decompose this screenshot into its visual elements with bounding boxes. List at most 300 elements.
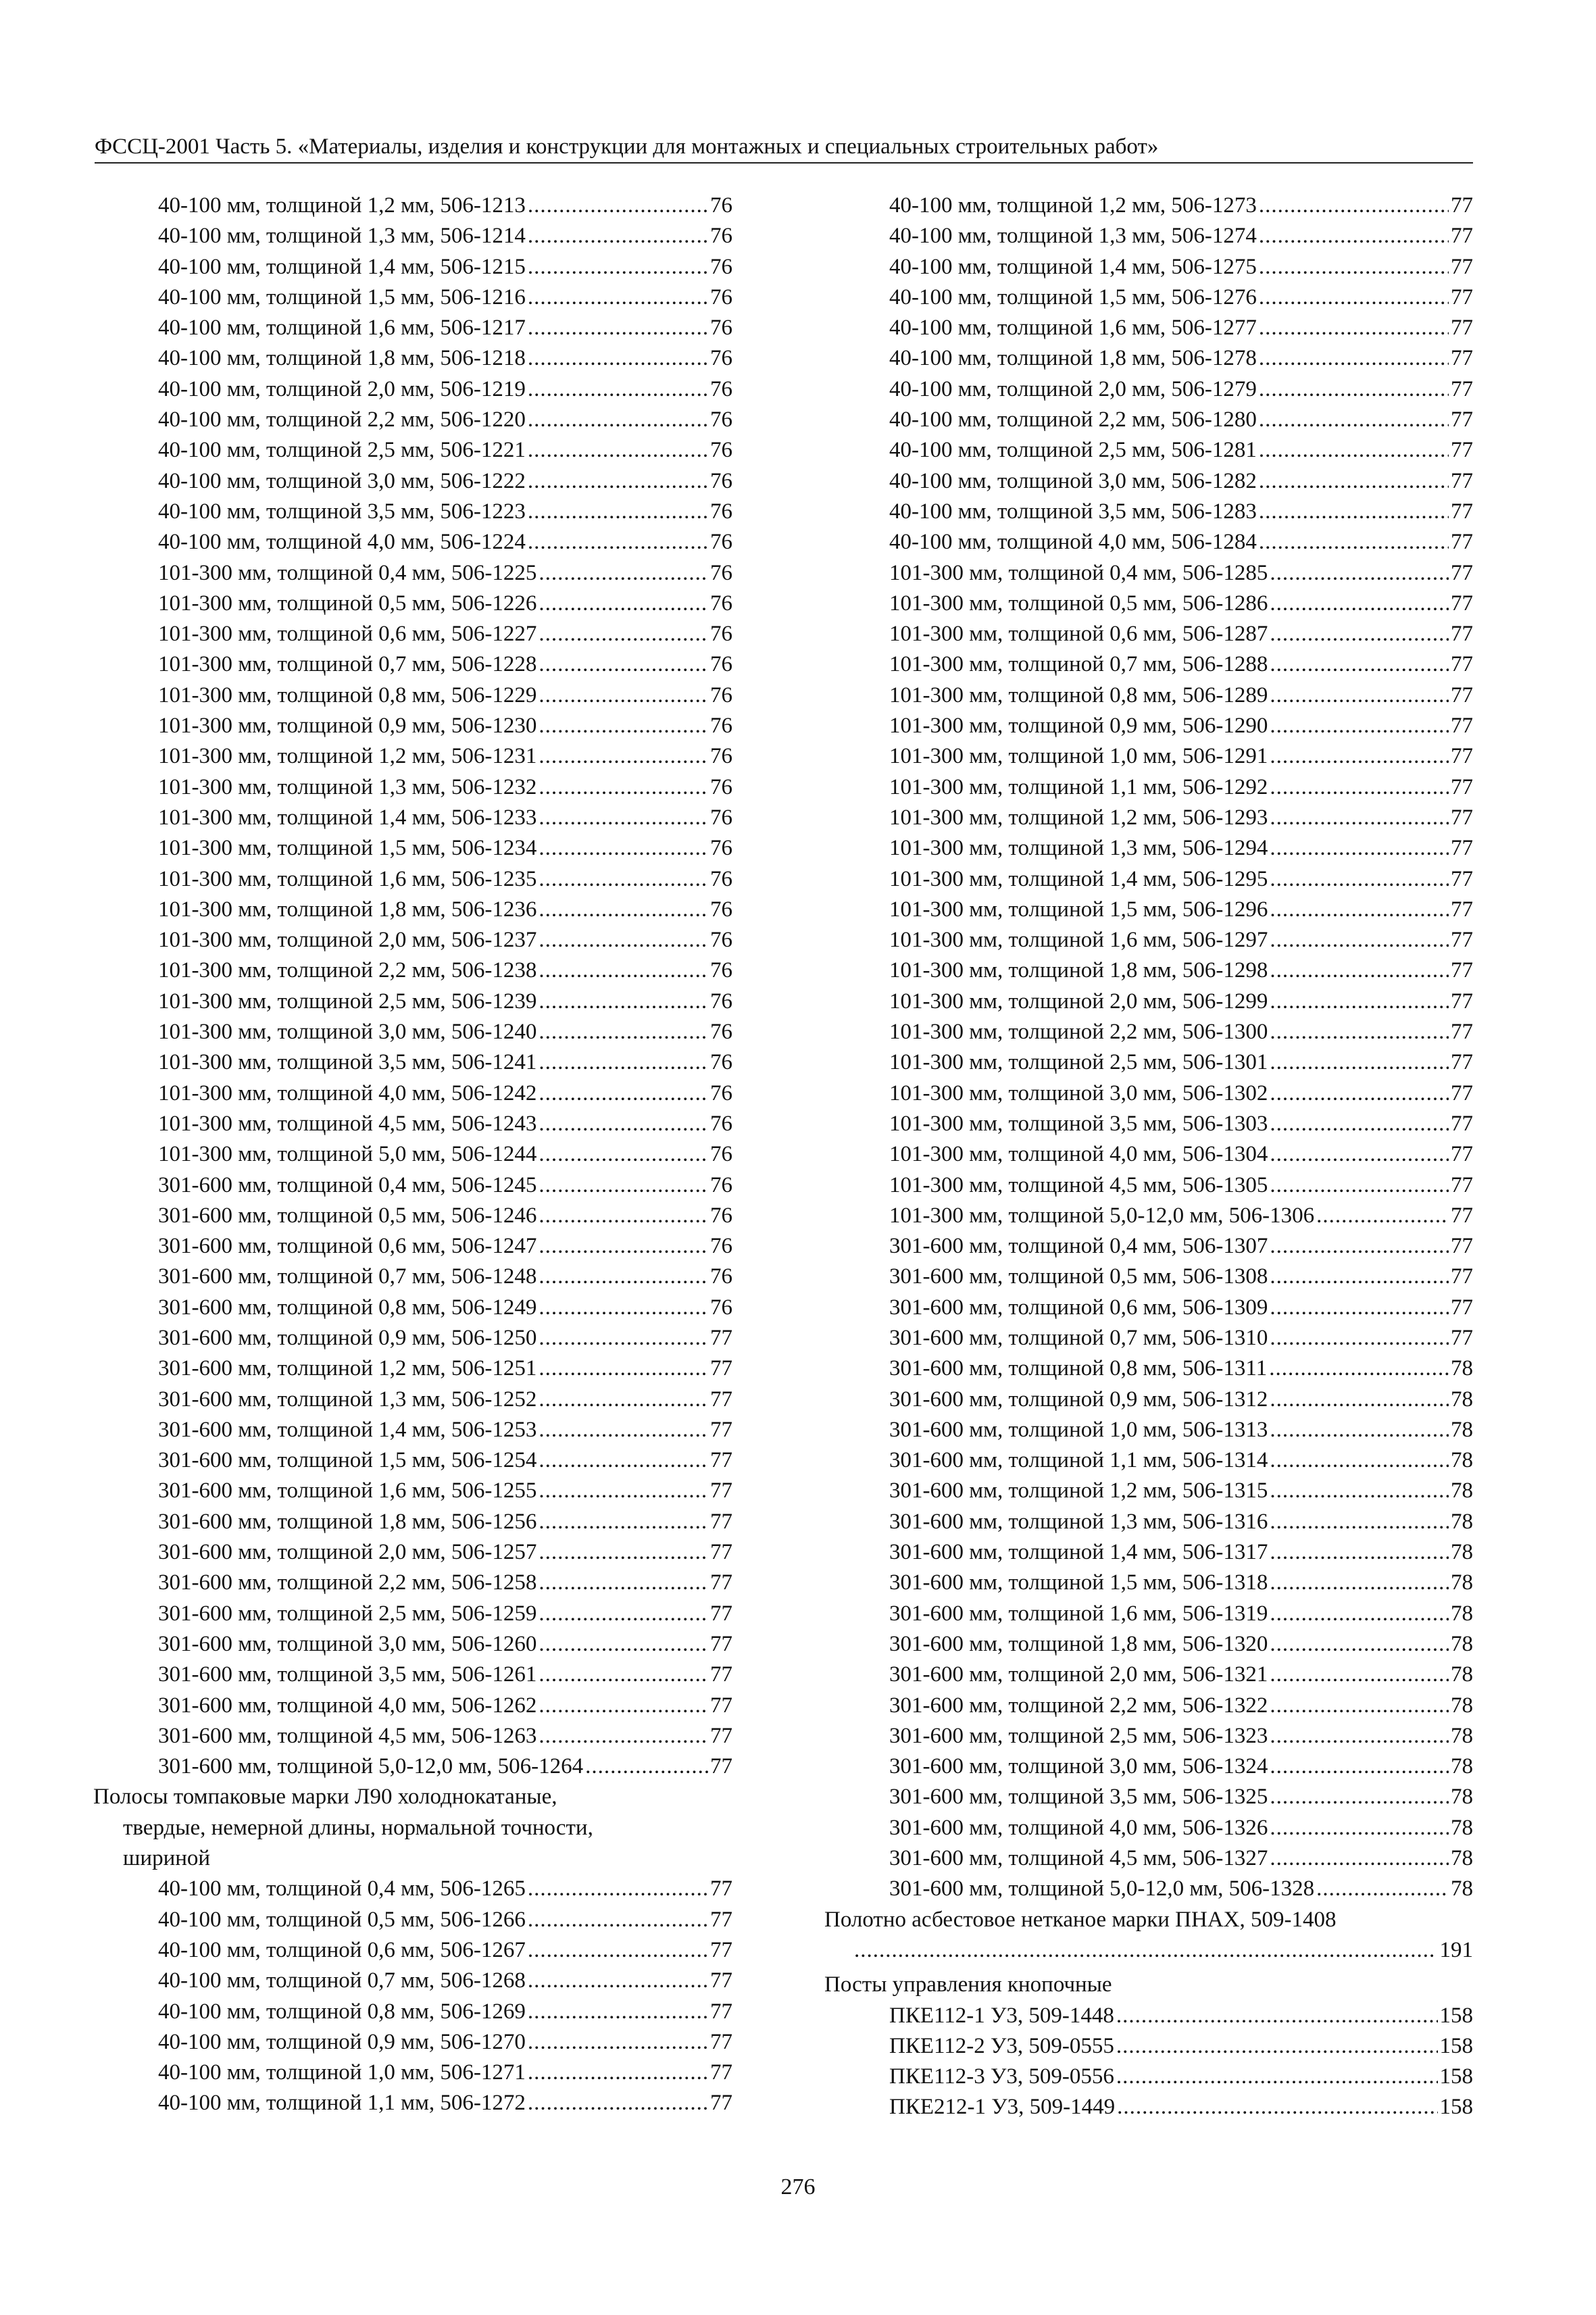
- index-entry: [93, 589, 732, 619]
- index-entry: [824, 711, 1473, 741]
- dot-leader: [1259, 374, 1449, 405]
- index-entry: [93, 649, 732, 680]
- entry-page-number: 78: [1451, 1815, 1473, 1840]
- entry-text: 301-600 мм, толщиной 0,7 мм, 506-1310: [889, 1325, 1268, 1350]
- dot-leader: [1270, 680, 1449, 711]
- entry-text: 40-100 мм, толщиной 0,7 мм, 506-1268: [158, 1968, 526, 1993]
- entry-text: 40-100 мм, толщиной 1,6 мм, 506-1277: [889, 316, 1257, 341]
- dot-leader: [539, 1599, 708, 1629]
- index-entry: [824, 2062, 1473, 2092]
- entry-page-number: 158: [1439, 2033, 1473, 2058]
- entry-page-number: 77: [1451, 1203, 1473, 1228]
- entry-text: 101-300 мм, толщиной 1,5 мм, 506-1234: [158, 836, 537, 861]
- entry-text: 301-600 мм, толщиной 1,0 мм, 506-1313: [889, 1417, 1268, 1442]
- index-entry: [824, 2001, 1473, 2031]
- dot-leader: [528, 191, 708, 221]
- dot-leader: [1270, 772, 1449, 803]
- entry-text: 301-600 мм, толщиной 1,4 мм, 506-1253: [158, 1417, 537, 1442]
- entry-text: 101-300 мм, толщиной 1,6 мм, 506-1235: [158, 866, 537, 891]
- entry-text: 101-300 мм, толщиной 0,7 мм, 506-1228: [158, 652, 537, 677]
- dot-leader: [539, 619, 708, 649]
- entry-page-number: 76: [710, 591, 732, 616]
- entry-page-number: 78: [1451, 1754, 1473, 1779]
- entry-text: 301-600 мм, толщиной 0,6 мм, 506-1309: [889, 1295, 1268, 1320]
- dot-leader: [1270, 711, 1449, 741]
- index-entry: [824, 1109, 1473, 1139]
- dot-leader: [1269, 1353, 1449, 1384]
- entry-text: 301-600 мм, толщиной 1,8 мм, 506-1256: [158, 1509, 537, 1534]
- index-entry: [824, 1813, 1473, 1843]
- entry-text: 301-600 мм, толщиной 3,5 мм, 506-1261: [158, 1662, 537, 1687]
- dot-leader: [1270, 1109, 1449, 1139]
- entry-text: 301-600 мм, толщиной 2,5 мм, 506-1323: [889, 1723, 1268, 1748]
- index-entry: [824, 558, 1473, 589]
- entry-page-number: 76: [710, 1050, 732, 1075]
- dot-leader: [1270, 1385, 1449, 1415]
- index-entry: [824, 1078, 1473, 1109]
- entry-text: ПКЕ212-1 У3, 509-1449: [889, 2095, 1116, 2120]
- entry-text: 101-300 мм, толщиной 4,5 мм, 506-1305: [889, 1172, 1268, 1197]
- index-entry: [824, 1507, 1473, 1537]
- entry-text: 40-100 мм, толщиной 1,3 мм, 506-1274: [889, 224, 1257, 249]
- entry-text: 101-300 мм, толщиной 1,1 мм, 506-1292: [889, 774, 1268, 799]
- entry-page-number: 76: [710, 805, 732, 830]
- entry-page-number: 76: [710, 438, 732, 463]
- entry-page-number: 77: [1451, 346, 1473, 371]
- right-column: [824, 191, 1473, 2123]
- dot-leader: [528, 2058, 708, 2088]
- index-entry: [824, 1782, 1473, 1812]
- entry-text: 40-100 мм, толщиной 3,0 мм, 506-1222: [158, 468, 526, 493]
- entry-page-number: 76: [710, 407, 732, 432]
- dot-leader: [528, 435, 708, 466]
- dot-leader: [1270, 1262, 1449, 1292]
- index-entry: [93, 405, 732, 435]
- entry-text: 301-600 мм, толщиной 4,5 мм, 506-1263: [158, 1723, 537, 1748]
- dot-leader: [1270, 925, 1449, 955]
- index-entry: [93, 772, 732, 803]
- dot-leader: [1270, 1660, 1449, 1690]
- polotno-page-ref: [824, 1935, 1473, 1966]
- entry-text: 40-100 мм, толщиной 4,0 мм, 506-1224: [158, 530, 526, 555]
- dot-leader: [1270, 1691, 1449, 1721]
- entry-text: 40-100 мм, толщиной 1,4 мм, 506-1275: [889, 254, 1257, 279]
- entry-page-number: 76: [710, 682, 732, 707]
- entry-page-number: 78: [1451, 1509, 1473, 1534]
- dot-leader: [539, 1170, 708, 1201]
- entry-text: 301-600 мм, толщиной 1,6 мм, 506-1255: [158, 1478, 537, 1503]
- entry-text: 40-100 мм, толщиной 0,8 мм, 506-1269: [158, 1999, 526, 2024]
- entry-text: 40-100 мм, толщиной 0,6 мм, 506-1267: [158, 1937, 526, 1962]
- index-entry: [93, 1935, 732, 1966]
- entry-text: 301-600 мм, толщиной 1,1 мм, 506-1314: [889, 1448, 1268, 1473]
- index-entry: [824, 1323, 1473, 1353]
- index-entry: [824, 1201, 1473, 1231]
- entry-page-number: 76: [710, 989, 732, 1014]
- entry-text: 301-600 мм, толщиной 2,2 мм, 506-1258: [158, 1570, 537, 1595]
- entry-page-number: 77: [710, 1325, 732, 1350]
- dot-leader: [539, 1476, 708, 1506]
- entry-text: 101-300 мм, толщиной 1,8 мм, 506-1236: [158, 897, 537, 922]
- entry-page-number: 77: [1451, 1172, 1473, 1197]
- index-entry: [824, 772, 1473, 803]
- dot-leader: [539, 1017, 708, 1047]
- dot-leader: [528, 2088, 708, 2118]
- index-entry: [93, 925, 732, 955]
- entry-text: 301-600 мм, толщиной 3,0 мм, 506-1260: [158, 1631, 537, 1656]
- section-heading-polotno-asbestovoe: Полотно асбестовое нетканое марки ПНАХ, 509-1408: [824, 1907, 1337, 1932]
- dot-leader: [1270, 833, 1449, 864]
- entry-page-number: 77: [1451, 836, 1473, 861]
- entry-page-number: 76: [710, 866, 732, 891]
- index-entry: [824, 1691, 1473, 1721]
- entry-text: 101-300 мм, толщиной 1,5 мм, 506-1296: [889, 897, 1268, 922]
- dot-leader: [528, 405, 708, 435]
- index-entry: [93, 1507, 732, 1537]
- index-entry: [93, 2058, 732, 2088]
- dot-leader: [539, 1568, 708, 1598]
- dot-leader: [539, 1262, 708, 1292]
- entry-text: 301-600 мм, толщиной 0,7 мм, 506-1248: [158, 1264, 537, 1289]
- index-entry: [93, 191, 732, 221]
- entry-text: 301-600 мм, толщиной 2,2 мм, 506-1322: [889, 1693, 1268, 1718]
- index-entry: [93, 497, 732, 527]
- index-entry: [93, 1751, 732, 1782]
- index-entry: [93, 282, 732, 313]
- entry-page-number: 77: [1451, 254, 1473, 279]
- entry-text: 101-300 мм, толщиной 0,5 мм, 506-1226: [158, 591, 537, 616]
- index-entry: [824, 649, 1473, 680]
- index-entry: [824, 374, 1473, 405]
- dot-leader: [1259, 343, 1449, 374]
- dot-leader: [539, 1323, 708, 1353]
- entry-page-number: 77: [710, 1662, 732, 1687]
- entry-page-number: 76: [710, 1142, 732, 1167]
- entry-page-number: 76: [710, 836, 732, 861]
- entry-page-number: 76: [710, 1020, 732, 1045]
- entry-page-number: 77: [710, 1876, 732, 1901]
- index-entry: [93, 2088, 732, 2118]
- entry-page-number: 76: [710, 744, 732, 769]
- index-entry: [824, 1231, 1473, 1262]
- index-entry: [93, 1721, 732, 1751]
- entry-text: 40-100 мм, толщиной 2,5 мм, 506-1281: [889, 438, 1257, 463]
- index-entry: [824, 527, 1473, 557]
- entry-page-number: 76: [710, 958, 732, 983]
- entry-text: 101-300 мм, толщиной 2,5 мм, 506-1301: [889, 1050, 1268, 1075]
- entry-text: 40-100 мм, толщиной 1,5 мм, 506-1216: [158, 284, 526, 309]
- dot-leader: [1270, 1323, 1449, 1353]
- index-entry: [824, 619, 1473, 649]
- index-entry: [824, 1139, 1473, 1170]
- index-entry: [93, 1966, 732, 1996]
- entry-text: 301-600 мм, толщиной 1,4 мм, 506-1317: [889, 1540, 1268, 1565]
- dot-leader: [539, 1047, 708, 1078]
- index-entry: [824, 435, 1473, 466]
- entry-page-number: 76: [710, 316, 732, 341]
- entry-page-number: 77: [1451, 591, 1473, 616]
- entry-page-number: 77: [710, 2060, 732, 2085]
- dot-leader: [1270, 1629, 1449, 1660]
- entry-text: 101-300 мм, толщиной 5,0 мм, 506-1244: [158, 1142, 537, 1167]
- dot-leader: [1116, 2001, 1438, 2031]
- entry-page-number: 77: [1451, 1111, 1473, 1136]
- entry-page-number: 77: [1451, 407, 1473, 432]
- index-entry: [93, 1170, 732, 1201]
- entry-page-number: 77: [710, 1570, 732, 1595]
- index-entry: [93, 1323, 732, 1353]
- index-entry: [824, 1476, 1473, 1506]
- entry-text: 301-600 мм, толщиной 3,5 мм, 506-1325: [889, 1785, 1268, 1810]
- entry-page-number: 77: [1451, 468, 1473, 493]
- entry-page-number: 76: [710, 284, 732, 309]
- index-entry: [824, 589, 1473, 619]
- entry-text: 40-100 мм, толщиной 2,5 мм, 506-1221: [158, 438, 526, 463]
- index-entry: [824, 2031, 1473, 2062]
- dot-leader: [539, 895, 708, 925]
- entry-page-number: 77: [1451, 1234, 1473, 1259]
- entry-text: 40-100 мм, толщиной 1,0 мм, 506-1271: [158, 2060, 526, 2085]
- index-entry: [93, 1109, 732, 1139]
- dot-leader: [1270, 955, 1449, 986]
- entry-text: 40-100 мм, толщиной 2,0 мм, 506-1219: [158, 376, 526, 401]
- dot-leader: [528, 343, 708, 374]
- dot-leader: [539, 1293, 708, 1323]
- entry-page-number: 76: [710, 193, 732, 218]
- entry-text: 301-600 мм, толщиной 0,5 мм, 506-1246: [158, 1203, 537, 1228]
- index-entry: [93, 1476, 732, 1506]
- dot-leader: [528, 2027, 708, 2058]
- index-entry: [824, 1599, 1473, 1629]
- dot-leader: [1259, 435, 1449, 466]
- dot-leader: [1270, 741, 1449, 772]
- index-entry: [93, 711, 732, 741]
- index-entry: [824, 1751, 1473, 1782]
- entry-page-number: 77: [1451, 316, 1473, 341]
- dot-leader: [528, 527, 708, 557]
- dot-leader: [1270, 1170, 1449, 1201]
- index-entry: [93, 864, 732, 895]
- dot-leader: [1316, 1874, 1449, 1904]
- dot-leader: [539, 1507, 708, 1537]
- index-entry: [93, 1997, 732, 2027]
- dot-leader: [539, 803, 708, 833]
- dot-leader: [1270, 1415, 1449, 1445]
- entry-page-number: 78: [1451, 1723, 1473, 1748]
- entry-page-number: 77: [710, 1509, 732, 1534]
- entry-text: 301-600 мм, толщиной 2,0 мм, 506-1321: [889, 1662, 1268, 1687]
- entry-page-number: 77: [710, 1417, 732, 1442]
- entry-text: 101-300 мм, толщиной 1,4 мм, 506-1295: [889, 866, 1268, 891]
- dot-leader: [1270, 1782, 1449, 1812]
- entry-page-number: 77: [1451, 224, 1473, 249]
- entry-page-number: 77: [710, 1601, 732, 1626]
- dot-leader: [539, 1385, 708, 1415]
- entry-text: 101-300 мм, толщиной 0,9 мм, 506-1290: [889, 714, 1268, 739]
- index-entry: [93, 1568, 732, 1598]
- running-header: ФССЦ-2001 Часть 5. «Материалы, изделия и конструкции для монтажных и специальных строительных работ»: [95, 132, 1473, 164]
- entry-text: 101-300 мм, толщиной 1,3 мм, 506-1232: [158, 774, 537, 799]
- entry-page-number: 77: [1451, 652, 1473, 677]
- index-entry: [824, 1017, 1473, 1047]
- dot-leader: [539, 1537, 708, 1568]
- dot-leader: [1270, 1017, 1449, 1047]
- dot-leader: [539, 1078, 708, 1109]
- entry-text: 301-600 мм, толщиной 1,2 мм, 506-1251: [158, 1356, 537, 1381]
- index-entry: [824, 1353, 1473, 1384]
- dot-leader: [528, 374, 708, 405]
- entry-page-number: 78: [1451, 1631, 1473, 1656]
- entry-text: 40-100 мм, толщиной 2,0 мм, 506-1279: [889, 376, 1257, 401]
- index-entry: [93, 1293, 732, 1323]
- index-entry: [824, 741, 1473, 772]
- index-entry: [93, 987, 732, 1017]
- index-entry: [824, 1415, 1473, 1445]
- entry-text: 301-600 мм, толщиной 0,9 мм, 506-1250: [158, 1325, 537, 1350]
- dot-leader: [1259, 497, 1449, 527]
- dot-leader: [539, 1231, 708, 1262]
- entry-page-number: 78: [1451, 1570, 1473, 1595]
- dot-leader: [1259, 282, 1449, 313]
- entry-text: 40-100 мм, толщиной 3,0 мм, 506-1282: [889, 468, 1257, 493]
- index-entry: [824, 497, 1473, 527]
- index-entry: [93, 252, 732, 282]
- index-entry: [93, 374, 732, 405]
- entry-text: 301-600 мм, толщиной 1,2 мм, 506-1315: [889, 1478, 1268, 1503]
- entry-text: 101-300 мм, толщиной 1,8 мм, 506-1298: [889, 958, 1268, 983]
- entry-page-number: 77: [710, 1631, 732, 1656]
- entry-page-number: 76: [710, 1203, 732, 1228]
- entry-page-number: 76: [710, 560, 732, 585]
- entry-page-number: 76: [710, 1080, 732, 1105]
- entry-text: 301-600 мм, толщиной 3,0 мм, 506-1324: [889, 1754, 1268, 1779]
- dot-leader: [1259, 313, 1449, 343]
- entry-page-number: 77: [1451, 499, 1473, 524]
- left-entry-list: [93, 191, 732, 1782]
- right-entry-list-2: [824, 2001, 1473, 2123]
- index-entry: [93, 619, 732, 649]
- index-entry: [824, 1843, 1473, 1874]
- index-entry: [93, 2027, 732, 2058]
- entry-text: 101-300 мм, толщиной 0,8 мм, 506-1229: [158, 682, 537, 707]
- entry-page-number: 77: [1451, 714, 1473, 739]
- index-entry: [93, 558, 732, 589]
- entry-page-number: 76: [710, 530, 732, 555]
- entry-text: 101-300 мм, толщиной 0,4 мм, 506-1285: [889, 560, 1268, 585]
- index-entry: [93, 680, 732, 711]
- entry-page-number: 76: [710, 376, 732, 401]
- entry-text: 101-300 мм, толщиной 1,2 мм, 506-1293: [889, 805, 1268, 830]
- dot-leader: [1259, 405, 1449, 435]
- entry-page-number: 77: [1451, 438, 1473, 463]
- entry-text: 40-100 мм, толщиной 1,2 мм, 506-1273: [889, 193, 1257, 218]
- dot-leader: [1117, 2092, 1437, 2122]
- dot-leader: [539, 711, 708, 741]
- index-entry: [93, 221, 732, 251]
- index-entry: [824, 1629, 1473, 1660]
- index-entry: [93, 1353, 732, 1384]
- dot-leader: [539, 1139, 708, 1170]
- entry-text: 301-600 мм, толщиной 1,3 мм, 506-1252: [158, 1387, 537, 1412]
- right-entry-list: [824, 191, 1473, 1905]
- index-entry: [824, 2092, 1473, 2122]
- dot-leader: [528, 252, 708, 282]
- page-number: 276: [780, 2174, 816, 2199]
- index-entry: [824, 864, 1473, 895]
- dot-leader: [539, 833, 708, 864]
- dot-leader: [528, 466, 708, 497]
- index-entry: [824, 1874, 1473, 1904]
- dot-leader: [539, 987, 708, 1017]
- entry-page-number: 77: [710, 1723, 732, 1748]
- entry-text: 101-300 мм, толщиной 2,0 мм, 506-1299: [889, 989, 1268, 1014]
- dot-leader: [539, 1415, 708, 1445]
- dot-leader: [1270, 649, 1449, 680]
- entry-page-number: 77: [1451, 1020, 1473, 1045]
- entry-page-number: 76: [710, 1295, 732, 1320]
- entry-page-number: 77: [1451, 1325, 1473, 1350]
- index-entry: [824, 1660, 1473, 1690]
- index-entry: [824, 313, 1473, 343]
- entry-text: 101-300 мм, толщиной 2,2 мм, 506-1238: [158, 958, 537, 983]
- index-entry: [824, 680, 1473, 711]
- index-entry: [93, 1905, 732, 1935]
- dot-leader: [1270, 558, 1449, 589]
- index-entry: [824, 1047, 1473, 1078]
- entry-page-number: 77: [710, 1968, 732, 1993]
- entry-page-number: 76: [710, 1264, 732, 1289]
- entry-text: 101-300 мм, толщиной 0,6 мм, 506-1227: [158, 622, 537, 647]
- entry-page-number: 76: [710, 928, 732, 953]
- dot-leader: [528, 1997, 708, 2027]
- entry-text: 301-600 мм, толщиной 5,0-12,0 мм, 506-1264: [158, 1754, 584, 1779]
- entry-text: ПКЕ112-2 У3, 509-0555: [889, 2033, 1114, 2058]
- index-entry: [824, 221, 1473, 251]
- entry-text: 40-100 мм, толщиной 1,4 мм, 506-1215: [158, 254, 526, 279]
- entry-text: 301-600 мм, толщиной 2,0 мм, 506-1257: [158, 1540, 537, 1565]
- index-entry: [824, 925, 1473, 955]
- dot-leader: [1270, 619, 1449, 649]
- entry-text: 101-300 мм, толщиной 1,3 мм, 506-1294: [889, 836, 1268, 861]
- entry-page-number: 76: [710, 714, 732, 739]
- entry-text: 301-600 мм, толщиной 0,4 мм, 506-1307: [889, 1234, 1268, 1259]
- entry-text: 40-100 мм, толщиной 1,1 мм, 506-1272: [158, 2091, 526, 2116]
- entry-text: 40-100 мм, толщиной 4,0 мм, 506-1284: [889, 530, 1257, 555]
- entry-text: 40-100 мм, толщиной 3,5 мм, 506-1283: [889, 499, 1257, 524]
- entry-page-number: 77: [710, 1387, 732, 1412]
- index-entry: [93, 1047, 732, 1078]
- index-entry: [824, 987, 1473, 1017]
- entry-text: 101-300 мм, толщиной 2,0 мм, 506-1237: [158, 928, 537, 953]
- entry-page-number: 76: [710, 1111, 732, 1136]
- index-entry: [93, 1231, 732, 1262]
- entry-page-number: 158: [1439, 2003, 1473, 2028]
- entry-text: 40-100 мм, толщиной 1,5 мм, 506-1276: [889, 284, 1257, 309]
- index-entry: [824, 833, 1473, 864]
- section-heading-posty-upravleniya: Посты управления кнопочные: [824, 1972, 1112, 1997]
- entry-text: 301-600 мм, толщиной 5,0-12,0 мм, 506-1328: [889, 1876, 1315, 1901]
- dot-leader: [1270, 1293, 1449, 1323]
- entry-page-number: 77: [710, 1693, 732, 1718]
- entry-page-number: 78: [1451, 1662, 1473, 1687]
- entry-page-number: 77: [1451, 1142, 1473, 1167]
- entry-page-number: 78: [1451, 1540, 1473, 1565]
- dot-leader: [1270, 1507, 1449, 1537]
- entry-page-number: 76: [710, 254, 732, 279]
- dot-leader: [1270, 1537, 1449, 1568]
- entry-text: 101-300 мм, толщиной 3,0 мм, 506-1302: [889, 1080, 1268, 1105]
- index-entry: [93, 435, 732, 466]
